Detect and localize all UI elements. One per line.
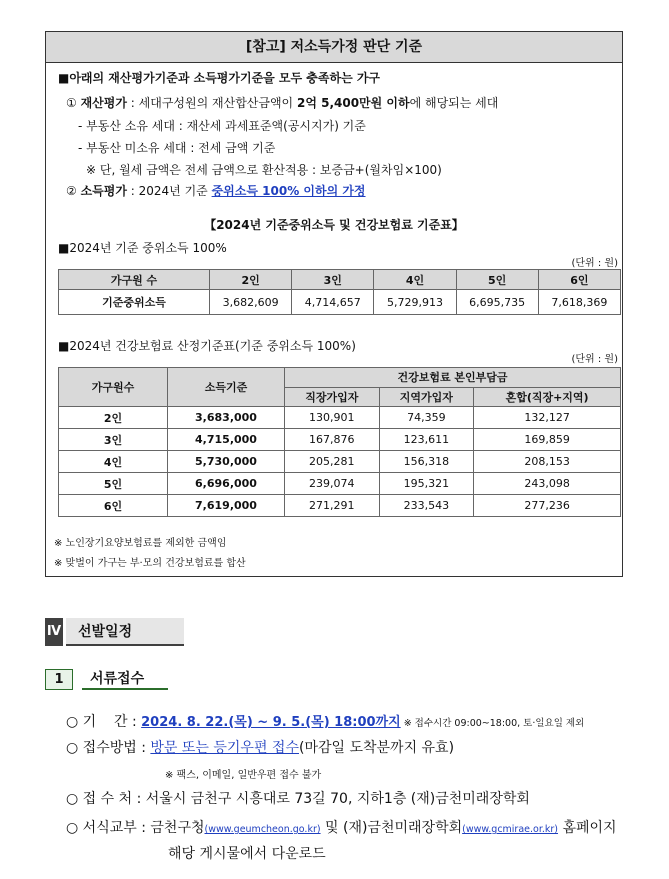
insurance-caption: ■2024년 건강보험료 산정기준표(기준 중위소득 100%) (58, 339, 356, 353)
form-c: 홈페이지 (558, 820, 617, 836)
income-cell: 3,683,000 (168, 407, 285, 429)
table-row (59, 407, 621, 429)
income-text: : 2024년 기준 (126, 184, 212, 198)
table-header-cell: 5인 (456, 270, 538, 290)
asset-criterion (66, 94, 498, 111)
mixed-cell: 208,153 (474, 451, 621, 473)
table-row (59, 429, 621, 451)
period-value: 2024. 8. 22.(목) ~ 9. 5.(목) 18:00까지 (141, 715, 401, 730)
income-header: 소득기준 (168, 368, 285, 407)
work-cell: 130,901 (285, 407, 380, 429)
income-cell: 6,696,000 (168, 473, 285, 495)
work-cell: 239,074 (285, 473, 380, 495)
monthly-rent-note: ※ 단, 월세 금액은 전세 금액으로 환산적용 : 보증금+(월차임×100) (86, 163, 442, 177)
place-label: 접 수 처 : (82, 791, 146, 807)
place-item (66, 788, 530, 808)
non-owner-line: - 부동산 미소유 세대 : 전세 금액 기준 (78, 141, 276, 155)
mixed-cell: 169,859 (474, 429, 621, 451)
income-link: 중위소득 100% 이하의 가정 (211, 184, 366, 198)
gcmirae-url[interactable]: (www.gcmirae.or.kr) (462, 824, 559, 835)
method-value: 방문 또는 등기우편 접수 (150, 740, 299, 756)
table-cell: 3,682,609 (210, 290, 292, 315)
asset-label: 재산평가 (80, 96, 127, 110)
income-cell: 4,715,000 (168, 429, 285, 451)
income-number: ② (66, 184, 77, 198)
premium-group-header: 건강보험료 본인부담금 (285, 368, 621, 388)
table-header-row (59, 270, 621, 290)
box-title: [참고] 저소득가정 판단 기준 (46, 32, 622, 63)
unit-label-1: (단위 : 원) (571, 258, 618, 269)
mixed-cell: 132,127 (474, 407, 621, 429)
table-header-cell: 3인 (292, 270, 374, 290)
income-label: 소득평가 (80, 184, 127, 198)
method-label: 접수방법 : (82, 740, 151, 756)
income-cell: 5,730,000 (168, 451, 285, 473)
table-row-label: 기준중위소득 (59, 290, 210, 315)
local-cell: 74,359 (379, 407, 474, 429)
bullet-circle: ○ (66, 820, 79, 836)
table-row (59, 290, 621, 315)
median-income-table (58, 269, 621, 315)
low-income-criteria-box (45, 31, 623, 577)
table-row (59, 495, 621, 517)
local-cell: 123,611 (379, 429, 474, 451)
work-cell: 167,876 (285, 429, 380, 451)
income-cell: 7,619,000 (168, 495, 285, 517)
form-b: 및 (재)금천미래장학회 (320, 820, 463, 836)
method-note: ※ 팩스, 이메일, 일반우편 접수 불가 (165, 770, 322, 781)
local-cell: 195,321 (379, 473, 474, 495)
members-cell: 4인 (59, 451, 168, 473)
method-item (66, 737, 454, 757)
form-item (66, 817, 617, 837)
subsection-number-badge: 1 (45, 669, 73, 690)
work-cell: 271,291 (285, 495, 380, 517)
bullet-circle: ○ (66, 740, 79, 756)
footnote-2: ※ 맞벌이 가구는 부·모의 건강보험료를 합산 (54, 558, 246, 569)
footnote-1: ※ 노인장기요양보험료를 제외한 금액임 (54, 538, 227, 549)
table-header-cell: 2인 (210, 270, 292, 290)
median-income-caption: ■2024년 기준 중위소득 100% (58, 241, 227, 255)
bullet-circle: ○ (66, 714, 79, 730)
income-criterion (66, 182, 366, 199)
asset-text1: : 세대구성원의 재산합산금액이 (126, 96, 297, 110)
table-header-cell: 6인 (538, 270, 620, 290)
mixed-cell: 277,236 (474, 495, 621, 517)
period-label: 기 간 : (82, 714, 142, 730)
subsection-title: 서류접수 (82, 668, 168, 690)
real-estate-owner-line: - 부동산 소유 세대 : 재산세 과세표준액(공시지가) 기준 (78, 119, 366, 133)
place-value: 서울시 금천구 시흥대로 73길 70, 지하1층 (재)금천미래장학회 (145, 791, 530, 807)
members-cell: 2인 (59, 407, 168, 429)
table-heading: 【2024년 기준중위소득 및 건강보험료 기준표】 (204, 218, 464, 232)
members-cell: 5인 (59, 473, 168, 495)
asset-text2: 에 해당되는 세대 (409, 96, 499, 110)
form-label: 서식교부 : (82, 820, 151, 836)
table-header-row (59, 368, 621, 388)
period-item (66, 711, 584, 731)
table-cell: 4,714,657 (292, 290, 374, 315)
table-header-cell: 4인 (374, 270, 456, 290)
work-header: 직장가입자 (285, 387, 380, 407)
period-note: ※ 접수시간 09:00~18:00, 토·일요일 제외 (400, 718, 585, 729)
table-cell: 6,695,735 (456, 290, 538, 315)
work-cell: 205,281 (285, 451, 380, 473)
mixed-header: 혼합(직장+지역) (474, 387, 621, 407)
form-line2: 해당 게시물에서 다운로드 (168, 846, 326, 862)
criteria-intro: ■아래의 재산평가기준과 소득평가기준을 모두 충족하는 가구 (58, 71, 381, 85)
mixed-cell: 243,098 (474, 473, 621, 495)
members-cell: 3인 (59, 429, 168, 451)
asset-number: ① (66, 96, 77, 110)
table-header-cell: 가구원 수 (59, 270, 210, 290)
method-rest: (마감일 도착분까지 유효) (298, 740, 455, 756)
geumcheon-url[interactable]: (www.geumcheon.go.kr) (204, 824, 321, 835)
section-number-badge: Ⅳ (45, 618, 63, 646)
table-cell: 5,729,913 (374, 290, 456, 315)
section-title: 선발일정 (66, 618, 184, 646)
health-insurance-table (58, 367, 621, 517)
members-cell: 6인 (59, 495, 168, 517)
table-row (59, 451, 621, 473)
local-cell: 156,318 (379, 451, 474, 473)
unit-label-2: (단위 : 원) (571, 354, 618, 365)
table-row (59, 473, 621, 495)
table-cell: 7,618,369 (538, 290, 620, 315)
bullet-circle: ○ (66, 791, 79, 807)
local-cell: 233,543 (379, 495, 474, 517)
members-header: 가구원수 (59, 368, 168, 407)
asset-amount: 2억 5,400만원 이하 (296, 96, 410, 110)
local-header: 지역가입자 (379, 387, 474, 407)
form-a: 금천구청 (150, 820, 205, 836)
